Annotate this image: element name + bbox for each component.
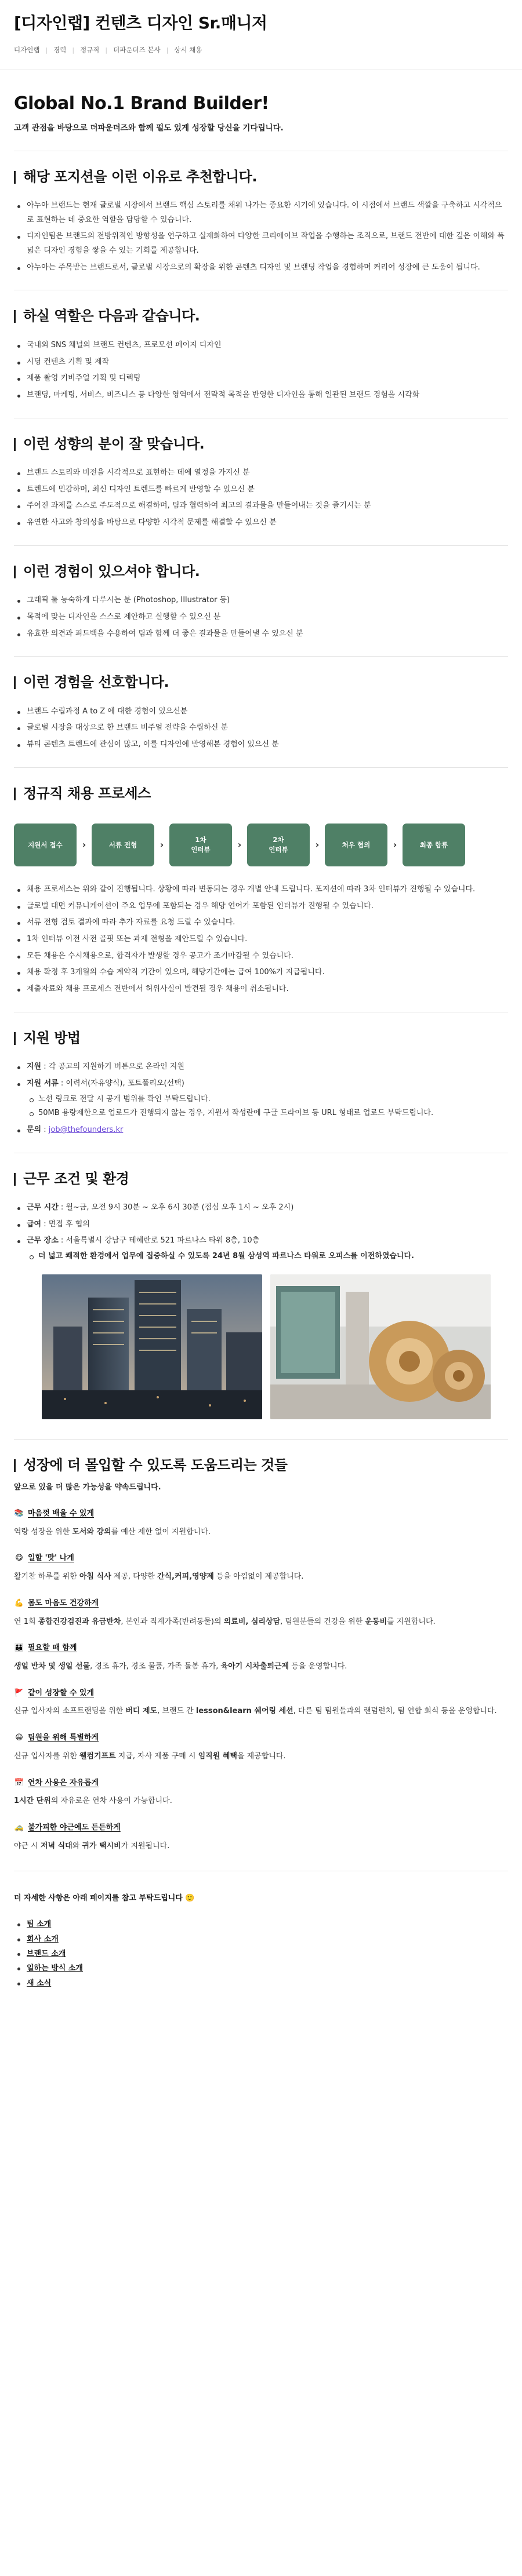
list-item: 50MB 용량제한으로 업로드가 진행되지 않는 경우, 지원서 작성란에 구글 드라이브 등 URL 형태로 업로드 부탁드립니다. — [27, 1106, 508, 1121]
list-item: 브랜드 스토리와 비전을 시각적으로 표현하는 데에 열정을 가지신 분 — [14, 466, 508, 480]
chevron-right-icon: › — [160, 839, 164, 851]
benefit-title: 연차 사용은 자유롭게 — [28, 1778, 99, 1787]
list-item — [14, 1947, 508, 1961]
benefit-title: 몸도 마음도 건강하게 — [28, 1598, 99, 1608]
hiring-process-flow — [14, 824, 508, 866]
meta-career: 경력 — [53, 46, 67, 54]
list-item: 유연한 사고와 창의성을 바탕으로 다양한 시각적 문제를 해결할 수 있으신 분 — [14, 516, 508, 530]
meta-team: 디자인랩 — [14, 46, 40, 54]
benefit-description: 1시간 단위의 자유로운 연차 사용이 가능합니다. — [14, 1797, 172, 1806]
condition-pay-value: : 면접 후 협의 — [41, 1219, 90, 1229]
process-notes — [14, 883, 508, 997]
apply-documents-label: 지원 서류 — [27, 1079, 59, 1088]
benefit-title: 팀원을 위해 특별하게 — [28, 1733, 99, 1743]
section-heading-apply: 지원 방법 — [14, 1029, 508, 1047]
more-info-title: 더 자세한 사항은 아래 페이지를 참고 부탁드립니다 🙂 — [14, 1894, 195, 1903]
section-heading-benefits: 성장에 더 몰입할 수 있도록 도움드리는 것들 — [14, 1456, 508, 1474]
position-list — [14, 199, 508, 275]
list-item: 채용 프로세스는 위와 같이 진행됩니다. 상황에 따라 변동되는 경우 개별 안내 드립니다. 포지션에 따라 3차 인터뷰가 진행될 수 있습니다. — [14, 883, 508, 897]
section-divider — [14, 1439, 508, 1440]
condition-hours-value: : 월~금, 오전 9시 30분 ~ 오후 6시 30분 (점심 오후 1시 ~ 오후 2시) — [58, 1203, 294, 1212]
list-item: 제품 촬영 키비주얼 기획 및 디렉팅 — [14, 371, 508, 386]
benefit-description: 생일 반차 및 생일 선물, 경조 휴가, 경조 물품, 가족 돌봄 휴가, 육아기 시차출퇴근제 등을 운영합니다. — [14, 1662, 347, 1671]
apply-channel-label: 지원 — [27, 1062, 42, 1072]
meta-separator: | — [45, 46, 48, 54]
list-item: 목적에 맞는 디자인을 스스로 제안하고 실행할 수 있으신 분 — [14, 610, 508, 625]
benefit-description: 신규 입사자의 소프트랜딩을 위한 버디 제도, 브랜드 간 lesson&learn 쉐어링 세션, 다른 팀 팀원들과의 랜덤런치, 팀 연합 회식 등을 운영합니다. — [14, 1707, 497, 1716]
condition-hours — [14, 1201, 508, 1215]
hero-subtitle: 고객 관점을 바탕으로 더파운더즈와 함께 펄도 있게 성장할 당신을 기다립니다. — [14, 123, 284, 133]
section-heading-experience: 이런 경험이 있으셔야 합니다. — [14, 562, 508, 581]
condition-pay — [14, 1218, 508, 1232]
apply-contact-separator: : — [41, 1125, 49, 1134]
taxi-icon: 🚕 — [14, 1823, 24, 1832]
list-item: 뷰티 콘텐츠 트렌드에 관심이 많고, 이를 디자인에 반영해본 경험이 있으신 분 — [14, 738, 508, 752]
link-brand-intro[interactable]: 브랜드 소개 — [27, 1949, 66, 1958]
list-item: 제출자료와 채용 프로세스 전반에서 허위사실이 발견될 경우 채용이 취소됩니다. — [14, 982, 508, 997]
apply-documents — [14, 1077, 508, 1121]
section-heading-process: 정규직 채용 프로세스 — [14, 784, 508, 803]
list-item — [14, 1976, 508, 1991]
apply-channel — [14, 1060, 508, 1074]
calendar-icon: 📅 — [14, 1778, 24, 1787]
list-item — [14, 1917, 508, 1932]
condition-place — [14, 1234, 508, 1263]
list-item: 서류 전형 검토 결과에 따라 추가 자료를 요청 드릴 수 있습니다. — [14, 916, 508, 930]
process-step-first-interview: 1차 인터뷰 — [169, 824, 232, 866]
list-item: 트렌드에 민감하며, 최신 디자인 트렌드를 빠르게 반영할 수 있으신 분 — [14, 483, 508, 497]
benefit-title: 마음껏 배울 수 있게 — [28, 1509, 95, 1518]
list-item: 노션 링크로 전달 시 공개 범위를 확인 부탁드립니다. — [27, 1092, 508, 1107]
benefit-meals — [14, 1552, 508, 1584]
condition-place-value: : 서울특별시 강남구 테헤란로 521 파르나스 타워 8층, 10층 — [58, 1236, 260, 1245]
benefit-title: 같이 성장할 수 있게 — [28, 1688, 95, 1697]
condition-place-notes — [27, 1249, 508, 1264]
list-item — [14, 1961, 508, 1976]
job-meta — [14, 44, 508, 56]
list-item: 그래픽 툴 능숙하게 다루시는 분 (Photoshop, Illustrator 등) — [14, 593, 508, 608]
process-step-second-interview: 2차 인터뷰 — [247, 824, 310, 866]
list-item: 아누아 브랜드는 현재 글로벌 시장에서 브랜드 핵심 스토리를 채워 나가는 중요한 시기에 있습니다. 이 시점에서 브랜드 색깔을 구축하고 시각적으로 표현하는 데 중요한 역할을 담당할 수 있습니다. — [14, 199, 508, 227]
role-list — [14, 338, 508, 403]
books-icon: 📚 — [14, 1509, 24, 1518]
fit-list — [14, 466, 508, 530]
condition-place-label: 근무 장소 — [27, 1236, 59, 1245]
chevron-right-icon: › — [237, 839, 242, 851]
list-item: 더 넓고 쾌적한 환경에서 업무에 집중하실 수 있도록 24년 8월 삼성역 파르나스 타워로 오피스를 이전하였습니다. — [27, 1249, 508, 1264]
benefit-description: 역량 성장을 위한 도서와 강의를 예산 제한 없이 지원합니다. — [14, 1527, 211, 1536]
flag-icon: 🚩 — [14, 1688, 24, 1697]
meta-separator: | — [166, 46, 169, 54]
office-photos — [42, 1274, 508, 1419]
hero-title: Global No.1 Brand Builder! — [14, 93, 269, 114]
process-step-document-review: 서류 전형 — [92, 824, 154, 866]
link-team-intro[interactable]: 팀 소개 — [27, 1920, 52, 1929]
benefit-description: 활기찬 하루를 위한 아침 식사 제공, 다양한 간식,커피,영양제 등을 아낌없이 제공합니다. — [14, 1572, 304, 1582]
list-item: 1차 인터뷰 이전 사전 골핏 또는 과제 전형을 제안드릴 수 있습니다. — [14, 932, 508, 947]
link-company-intro[interactable]: 회사 소개 — [27, 1934, 59, 1944]
process-step-negotiation: 처우 협의 — [325, 824, 387, 866]
list-item: 브랜드 수립과정 A to Z 에 대한 경험이 있으신분 — [14, 705, 508, 719]
link-news[interactable]: 새 소식 — [27, 1979, 52, 1988]
chevron-right-icon: › — [315, 839, 320, 851]
office-lobby-image — [270, 1274, 491, 1419]
conditions-list — [14, 1201, 508, 1264]
preferred-list — [14, 705, 508, 752]
meta-hiring-type: 상시 채용 — [174, 46, 202, 54]
section-divider — [14, 545, 508, 546]
list-item: 국내외 SNS 채널의 브랜드 컨텐츠, 프로모션 페이지 디자인 — [14, 338, 508, 353]
chevron-right-icon: › — [82, 839, 86, 851]
benefit-description: 야근 시 저녁 식대와 귀가 택시비가 지원됩니다. — [14, 1841, 170, 1850]
section-heading-conditions: 근무 조건 및 환경 — [14, 1169, 508, 1188]
list-item: 채용 확정 후 3개월의 수습 계약직 기간이 있으며, 해당기간에는 급여 100%가 지급됩니다. — [14, 965, 508, 980]
apply-contact — [14, 1123, 508, 1138]
list-item: 글로벌 시장을 대상으로 한 브랜드 비주얼 전략을 수립하신 분 — [14, 721, 508, 735]
apply-list — [14, 1060, 508, 1137]
process-step-application: 지원서 접수 — [14, 824, 77, 866]
list-item: 모든 채용은 수시채용으로, 합격자가 발생할 경우 공고가 조기마감될 수 있습니다. — [14, 949, 508, 964]
condition-hours-label: 근무 시간 — [27, 1203, 59, 1212]
chevron-right-icon: › — [393, 839, 397, 851]
benefit-learning — [14, 1507, 508, 1539]
apply-contact-label: 문의 — [27, 1125, 42, 1134]
apply-documents-notes — [27, 1092, 508, 1121]
meta-employment-type: 정규직 — [80, 46, 100, 54]
benefit-title: 불가피한 야근에도 든든하게 — [28, 1823, 121, 1832]
list-item — [14, 1932, 508, 1947]
meta-separator: | — [72, 46, 75, 54]
posting-header — [0, 0, 522, 70]
section-heading-preferred: 이런 경험을 선호합니다. — [14, 673, 508, 691]
apply-documents-value: : 이력서(자유양식), 포트폴리오(선택) — [58, 1079, 184, 1088]
list-item: 글로벌 대면 커뮤니케이션이 주요 업무에 포함되는 경우 해당 언어가 포함된 인터뷰가 진행될 수 있습니다. — [14, 899, 508, 914]
list-item: 시딩 컨텐츠 기획 및 제작 — [14, 355, 508, 370]
link-work-style[interactable]: 일하는 방식 소개 — [27, 1964, 83, 1973]
posting-content — [0, 92, 522, 1991]
benefit-title: 일할 '맛' 나게 — [28, 1554, 74, 1563]
benefit-description: 연 1회 종합건강검진과 유급반차, 본인과 직계가족(반려동물)의 의료비, 심리상담, 팀원분들의 건강을 위한 운동비를 지원합니다. — [14, 1617, 436, 1626]
list-item: 아누아는 주목받는 브랜드로서, 글로벌 시장으로의 확장을 위한 콘텐츠 디자인 및 브랜딩 작업을 경험하며 커리어 성장에 큰 도움이 됩니다. — [14, 261, 508, 275]
list-item: 디자인팀은 브랜드의 전방위적인 방향성을 연구하고 실제화하여 다양한 크리에이브 작업을 수행하는 조직으로, 브랜드 전반에 대한 깊은 이해와 폭넓은 디자인 경험을 쌓을 수 있는 기회를 제공합니다. — [14, 229, 508, 258]
condition-pay-label: 급여 — [27, 1219, 42, 1229]
benefit-special — [14, 1732, 508, 1764]
benefit-overtime — [14, 1821, 508, 1853]
process-step-onboarding: 최종 합류 — [403, 824, 465, 866]
contact-email-link[interactable]: job@thefounders.kr — [48, 1125, 124, 1134]
meta-separator: | — [105, 46, 108, 54]
benefit-family — [14, 1642, 508, 1674]
list-item: 주어진 과제를 스스로 주도적으로 해결하며, 팀과 협력하여 최고의 결과물을 만들어내는 것을 즐기시는 분 — [14, 499, 508, 513]
list-item: 유효한 의견과 피드백을 수용하여 팀과 함께 더 좋은 결과물을 만들어낼 수 있으신 분 — [14, 627, 508, 642]
apply-channel-value: : 각 공고의 지원하기 버튼으로 온라인 지원 — [41, 1062, 184, 1072]
benefit-description: 신규 입사자를 위한 웰컴기프트 지급, 자사 제품 구매 시 임직원 혜택을 제공합니다. — [14, 1751, 286, 1761]
job-title: [디자인랩] 컨텐츠 디자인 Sr.매니저 — [14, 13, 267, 32]
section-divider — [14, 767, 508, 768]
flexed-arm-icon: 💪 — [14, 1598, 24, 1608]
section-divider — [14, 656, 508, 657]
benefit-growth — [14, 1687, 508, 1719]
benefits-subtitle: 앞으로 있을 더 많은 가능성을 약속드립니다. — [14, 1483, 161, 1492]
section-heading-fit: 이런 성향의 분이 잘 맞습니다. — [14, 435, 508, 453]
family-icon: 👪 — [14, 1644, 24, 1653]
more-info-links — [14, 1917, 508, 1991]
meta-location: 더파운더즈 본사 — [113, 46, 161, 54]
office-building-image — [42, 1274, 262, 1419]
benefit-leave — [14, 1777, 508, 1809]
benefit-title: 필요할 때 함께 — [28, 1644, 77, 1653]
yum-face-icon: 😋 — [15, 1554, 23, 1563]
smile-face-icon: 😀 — [15, 1733, 23, 1743]
list-item: 브랜딩, 마케팅, 서비스, 비즈니스 등 다양한 영역에서 전략적 목적을 반영한 디자인을 통해 일관된 브랜드 경험을 시각화 — [14, 388, 508, 403]
experience-list — [14, 593, 508, 641]
section-heading-position: 해당 포지션을 이런 이유로 추천합니다. — [14, 167, 508, 186]
benefit-health — [14, 1597, 508, 1629]
section-heading-role: 하실 역할은 다음과 같습니다. — [14, 307, 508, 325]
